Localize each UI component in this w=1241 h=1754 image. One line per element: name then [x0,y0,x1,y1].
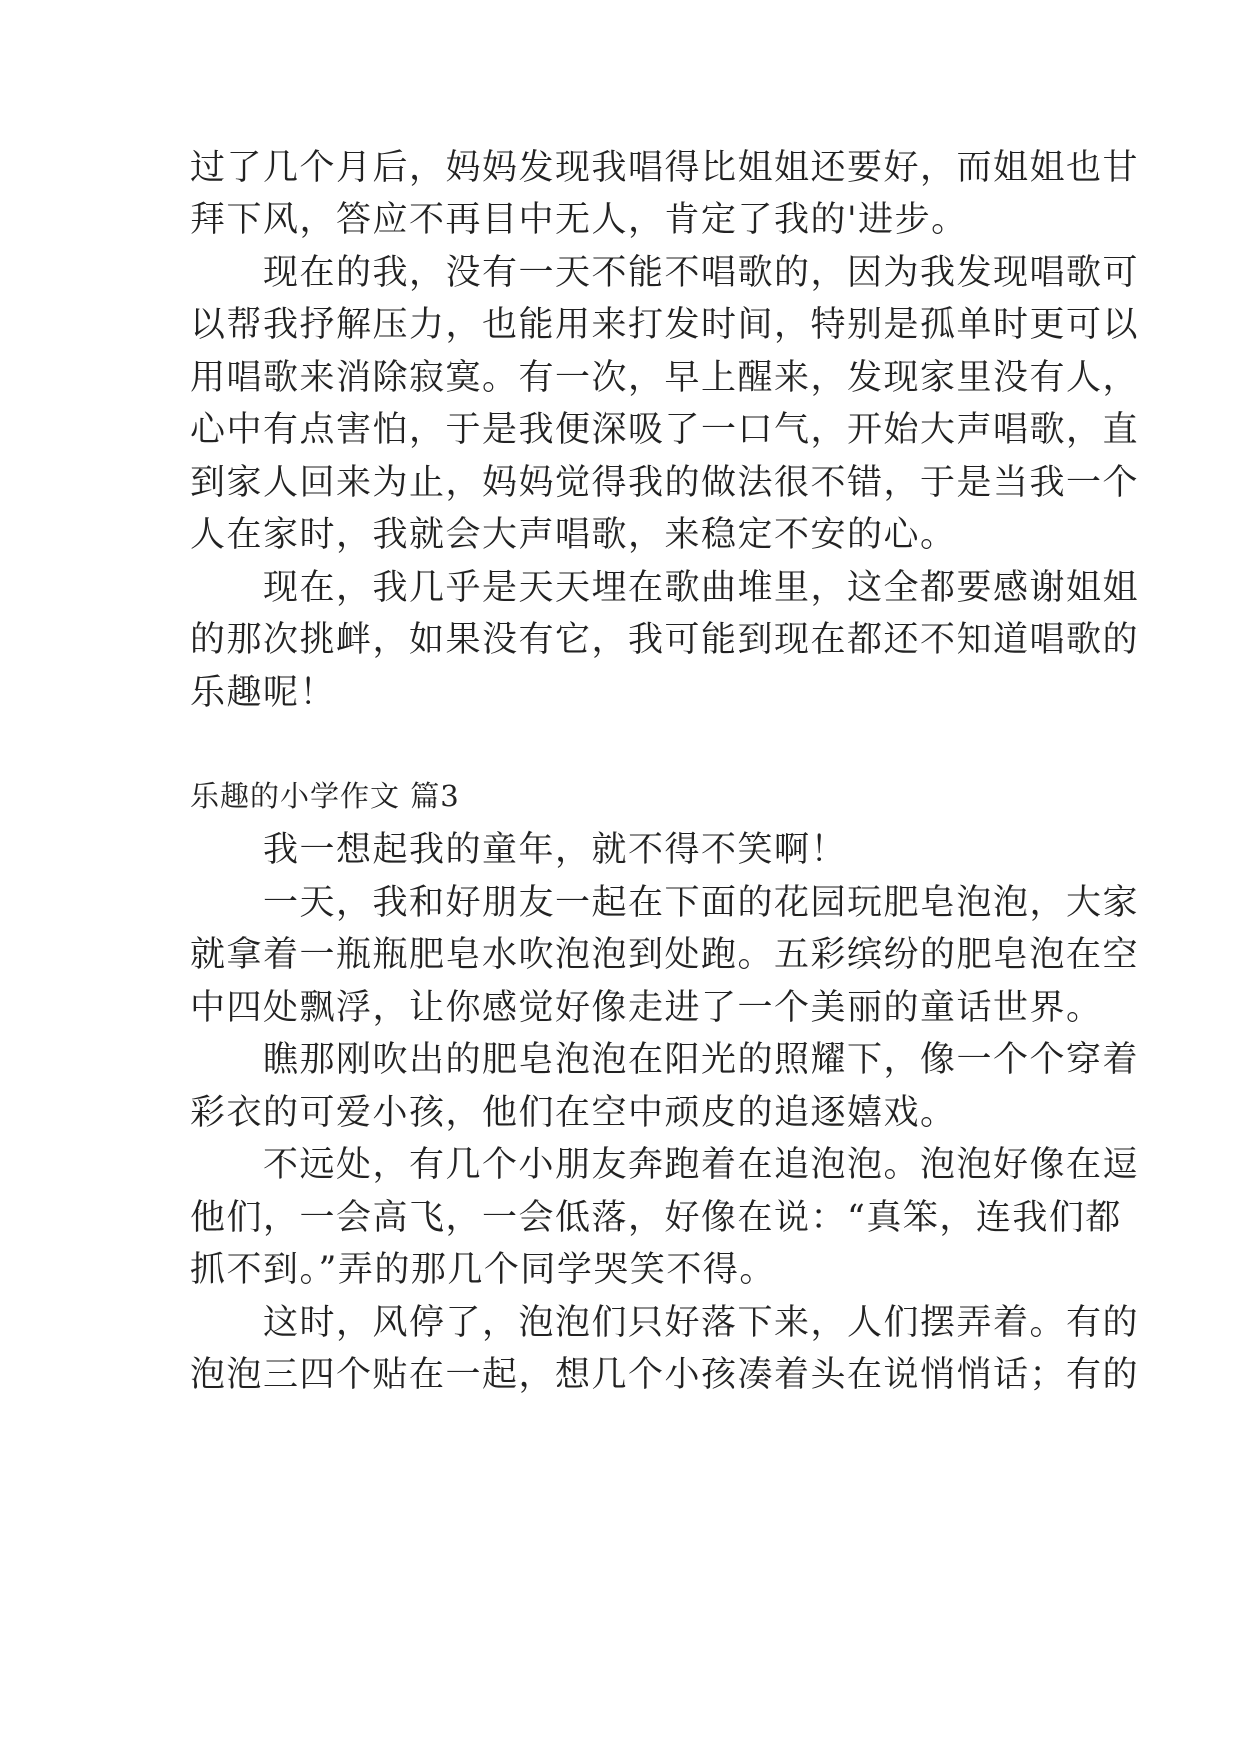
paragraph-line: 过了几个月后，妈妈发现我唱得比姐姐还要好，而姐姐也甘 [190,148,1140,188]
paragraph-line: 的那次挑衅，如果没有它，我可能到现在都还不知道唱歌的 [190,620,1140,660]
section-heading: 乐趣的小学作文 篇3 [190,779,460,813]
paragraph-line: 泡泡三四个贴在一起，想几个小孩凑着头在说悄悄话；有的 [190,1355,1140,1395]
paragraph-line: 他们，一会高飞，一会低落，好像在说：“真笨，连我们都 [190,1198,1122,1238]
paragraph-line: 就拿着一瓶瓶肥皂水吹泡泡到处跑。五彩缤纷的肥皂泡在空 [190,935,1140,975]
paragraph-line: 中四处飘浮，让你感觉好像走进了一个美丽的童话世界。 [190,988,1103,1028]
paragraph-line: 现在，我几乎是天天埋在歌曲堆里，这全都要感谢姐姐 [190,568,1140,608]
paragraph-line: 这时，风停了，泡泡们只好落下来，人们摆弄着。有的 [190,1303,1140,1343]
paragraph-line: 现在的我，没有一天不能不唱歌的，因为我发现唱歌可 [190,253,1140,293]
paragraph-line: 到家人回来为止，妈妈觉得我的做法很不错，于是当我一个 [190,463,1140,503]
paragraph-line: 乐趣呢！ [190,673,337,713]
paragraph-line: 不远处，有几个小朋友奔跑着在追泡泡。泡泡好像在逗 [190,1145,1140,1185]
paragraph-line: 瞧那刚吹出的肥皂泡泡在阳光的照耀下，像一个个穿着 [190,1040,1140,1080]
paragraph-line: 我一想起我的童年，就不得不笑啊！ [190,830,848,870]
paragraph-line: 彩衣的可爱小孩，他们在空中顽皮的追逐嬉戏。 [190,1093,957,1133]
paragraph-line: 一天，我和好朋友一起在下面的花园玩肥皂泡泡，大家 [190,883,1140,923]
paragraph-line: 抓不到。”弄的那几个同学哭笑不得。 [190,1250,776,1290]
paragraph-line: 用唱歌来消除寂寞。有一次，早上醒来，发现家里没有人， [190,358,1140,398]
paragraph-line: 心中有点害怕，于是我便深吸了一口气，开始大声唱歌，直 [190,410,1140,450]
paragraph-line: 人在家时，我就会大声唱歌，来稳定不安的心。 [190,515,957,555]
paragraph-line: 拜下风，答应不再目中无人，肯定了我的'进步。 [190,200,968,240]
paragraph-line: 以帮我抒解压力，也能用来打发时间，特别是孤单时更可以 [190,305,1140,345]
